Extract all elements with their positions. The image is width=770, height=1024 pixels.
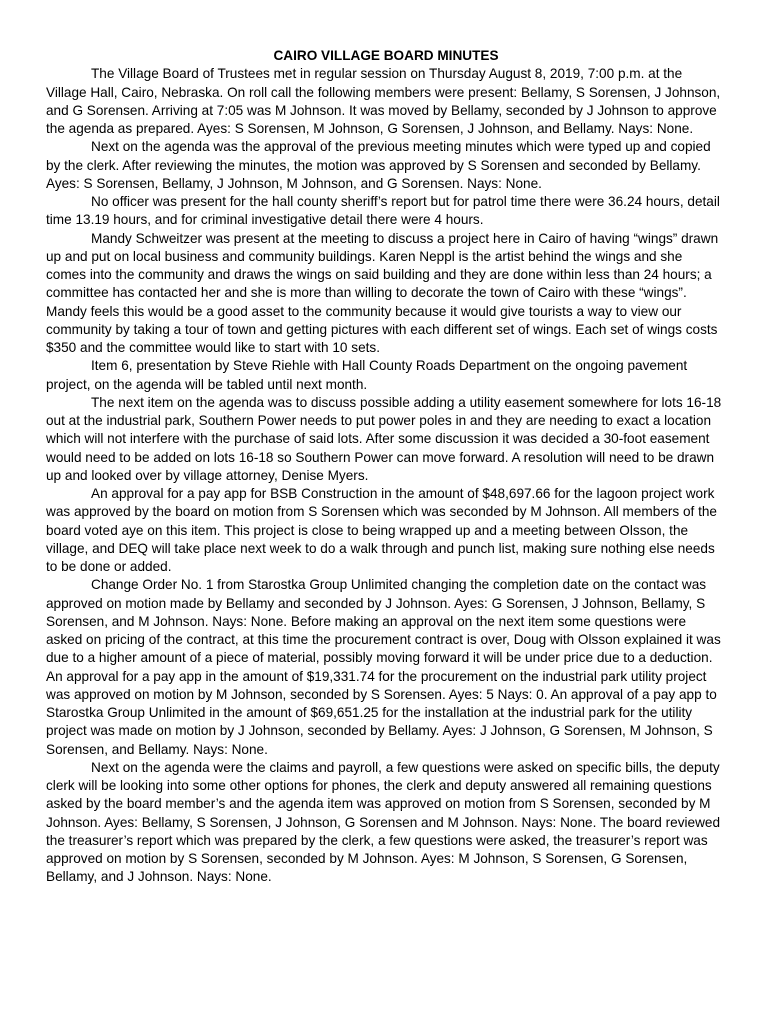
paragraph-previous-minutes: Next on the agenda was the approval of the previous meeting minutes which were typed up and copied by the clerk. After reviewing the minutes, the motion was approved by S Sorensen and seconded by Bellamy. Ayes: S Sorensen, Bellamy, J Johnson, M Johnson, and G Sorensen. Nays: None. — [46, 139, 711, 191]
paragraph-wings-project: Mandy Schweitzer was present at the meeting to discuss a project here in Cairo of having “wings” drawn up and put on local business and community buildings. Karen Neppl is the artist behind the wings and she comes into the community and draws the wings on said building and they are done within less than 24 hours; a committee has contacted her and she is more than willing to decorate the town of Cairo with these “wings”. Mandy feels this would be a good asset to the community because it would give tourists a way to view our community by taking a tour of town and getting pictures with each different set of wings. Each set of wings costs $350 and the committee would like to start with 10 sets. — [46, 230, 719, 355]
paragraph-utility-easement: The next item on the agenda was to discuss possible adding a utility easement somewhere for lots 16-18 out at the industrial park, Southern Power needs to put power poles in and they are needing to exact a location which will not interfere with the purchase of said lots. After some discussion it was decided a 30-foot easement would need to be added on lots 16-18 so Southern Power can move forward. A resolution will need to be drawn up and looked over by village attorney, Denise Myers. — [46, 394, 722, 483]
paragraph-change-order: Change Order No. 1 from Starostka Group Unlimited changing the completion date on the contact was approved on motion made by Bellamy and seconded by J Johnson. Ayes: G Sorensen, J Johnson, Bellamy, S Sorensen, and M Johnson. Nays: None. Before making an approval on the next item some questions were asked on pricing of the contract, at this time the procurement contract is over, Doug with Olsson explained it was due to a higher amount of a piece of material, possibly moving forward it will be under price due to a deduction. An approval for a pay app in the amount of $19,331.74 for the procurement on the industrial park utility project was approved on motion by M Johnson, seconded by S Sorensen. Ayes: 5 Nays: 0. An approval of a pay app to Starostka Group Unlimited in the amount of $69,651.25 for the installation at the industrial park for the utility project was made on motion by J Johnson, seconded by Bellamy. Ayes: J Johnson, G Sorensen, M Johnson, S Sorensen, and Bellamy. Nays: None. — [46, 577, 721, 757]
paragraph-pavement-project: Item 6, presentation by Steve Riehle with Hall County Roads Department on the ongoing pavement project, on the agenda will be tabled until next month. — [46, 358, 688, 392]
paragraph-sheriff-report: No officer was present for the hall county sheriff’s report but for patrol time there were 36.24 hours, detail time 13.19 hours, and for criminal investigative detail there were 4 hours. — [46, 194, 720, 228]
paragraph-bsb-pay-app: An approval for a pay app for BSB Construction in the amount of $48,697.66 for the lagoon project work was approved by the board on motion from S Sorensen which was seconded by M Johnson. All members of the board voted aye on this item. This project is close to being wrapped up and a meeting between Olsson, the village, and DEQ will take place next week to do a walk through and punch list, making sure nothing else needs to be done or added. — [46, 486, 717, 574]
document-title: CAIRO VILLAGE BOARD MINUTES — [273, 48, 499, 63]
minutes-document — [46, 47, 726, 887]
paragraph-call-to-order: The Village Board of Trustees met in regular session on Thursday August 8, 2019, 7:00 p.m. at the Village Hall, Cairo, Nebraska. On roll call the following members were present: Bellamy, S Sorensen, J Johnson, and G Sorensen. Arriving at 7:05 was M Johnson. It was moved by Bellamy, seconded by J Johnson to approve the agenda as prepared. Ayes: S Sorensen, M Johnson, G Sorensen, J Johnson, and Bellamy. Nays: None. — [46, 66, 721, 136]
paragraph-claims-payroll: Next on the agenda were the claims and payroll, a few questions were asked on specific bills, the deputy clerk will be looking into some other options for phones, the clerk and deputy answered all remaining questions asked by the board member’s and the agenda item was approved on motion from S Sorensen, seconded by M Johnson. Ayes: Bellamy, S Sorensen, J Johnson, G Sorensen and M Johnson. Nays: None. The board reviewed the treasurer’s report which was prepared by the clerk, a few questions were asked, the treasurer’s report was approved on motion by S Sorensen, seconded by M Johnson. Ayes: M Johnson, S Sorensen, G Sorensen, Bellamy, and J Johnson. Nays: None. — [46, 759, 721, 885]
